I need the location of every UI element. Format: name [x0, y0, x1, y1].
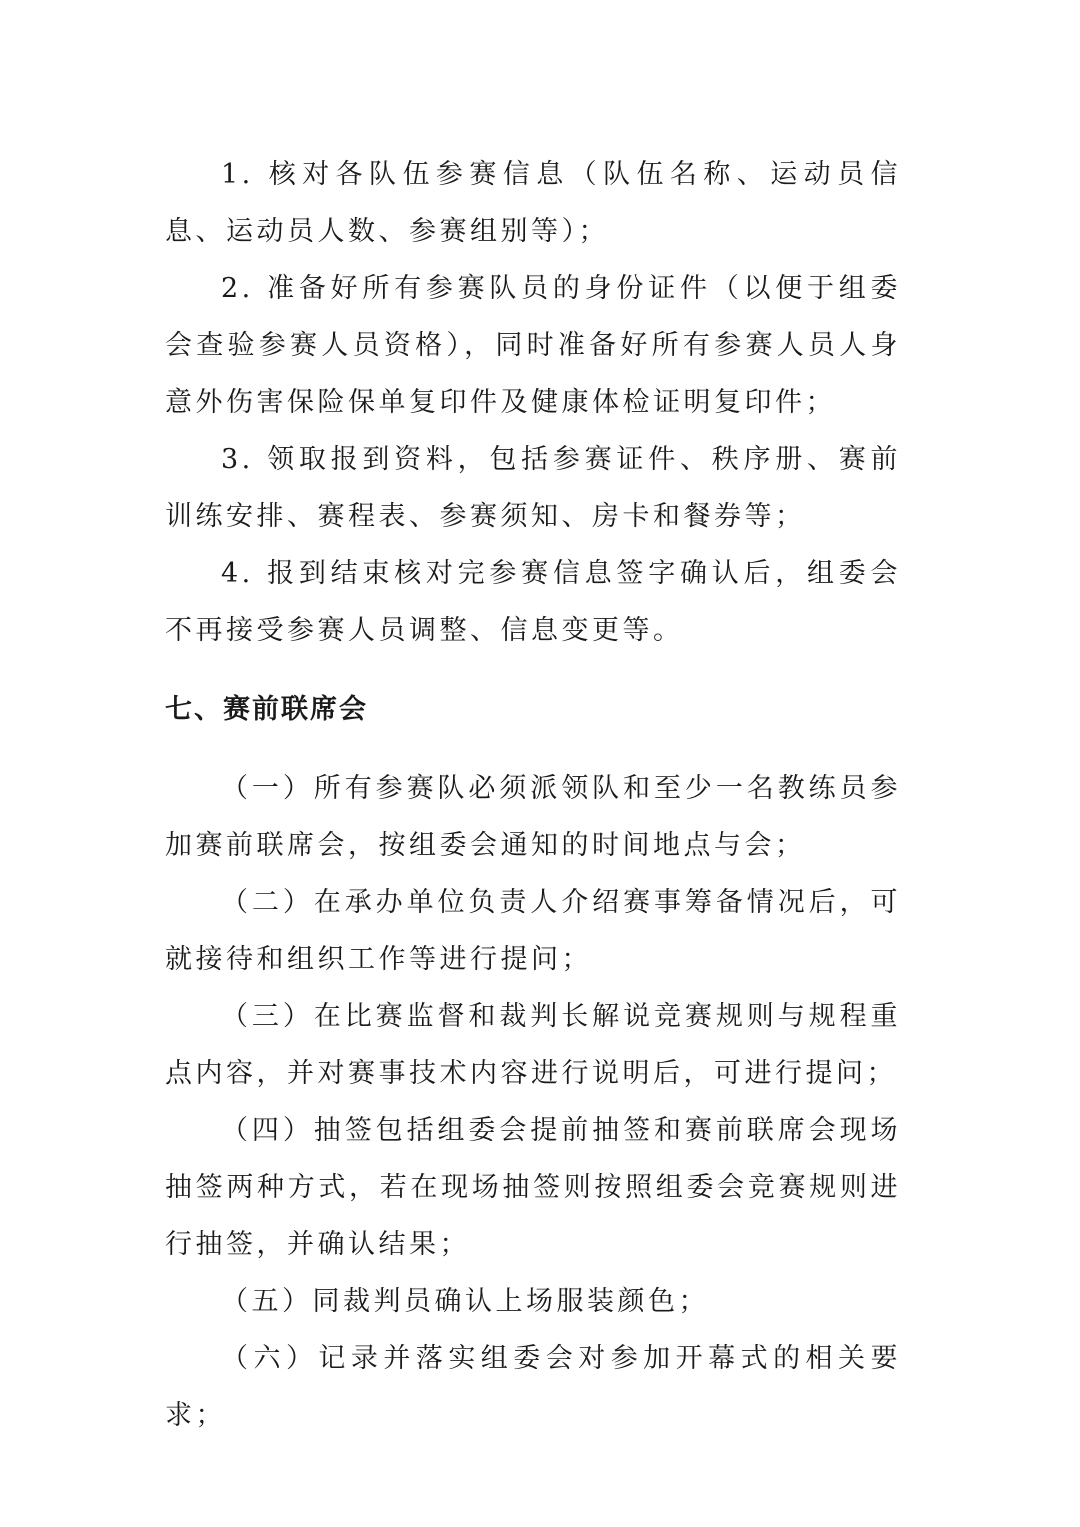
- meeting-item-2: （二）在承办单位负责人介绍赛事筹备情况后，可就接待和组织工作等进行提问；: [165, 887, 901, 975]
- document-body: [165, 146, 901, 1444]
- registration-item-4: 4. 报到结束核对完参赛信息签字确认后，组委会不再接受参赛人员调整、信息变更等。: [165, 558, 901, 646]
- registration-item-2: 2. 准备好所有参赛队员的身份证件（以便于组委会查验参赛人员资格），同时准备好所有参赛人员人身意外伤害保险保单复印件及健康体检证明复印件；: [165, 273, 901, 418]
- registration-item-3: 3. 领取报到资料，包括参赛证件、秩序册、赛前训练安排、赛程表、参赛须知、房卡和餐券等；: [165, 444, 901, 532]
- meeting-item-5: （五）同裁判员确认上场服装颜色；: [221, 1286, 709, 1317]
- meeting-item-6: （六）记录并落实组委会对参加开幕式的相关要求；: [165, 1343, 901, 1431]
- registration-item-1: 1. 核对各队伍参赛信息（队伍名称、运动员信息、运动员人数、参赛组别等）；: [165, 159, 901, 247]
- meeting-item-3: （三）在比赛监督和裁判长解说竞赛规则与规程重点内容，并对赛事技术内容进行说明后，可进行提问；: [165, 1001, 901, 1089]
- meeting-item-4: （四）抽签包括组委会提前抽签和赛前联席会现场抽签两种方式，若在现场抽签则按照组委会竞赛规则进行抽签，并确认结果；: [165, 1115, 901, 1260]
- meeting-item-1: （一）所有参赛队必须派领队和至少一名教练员参加赛前联席会，按组委会通知的时间地点与会；: [165, 773, 901, 861]
- section-heading-pre-match-meeting: 七、赛前联席会: [165, 694, 368, 725]
